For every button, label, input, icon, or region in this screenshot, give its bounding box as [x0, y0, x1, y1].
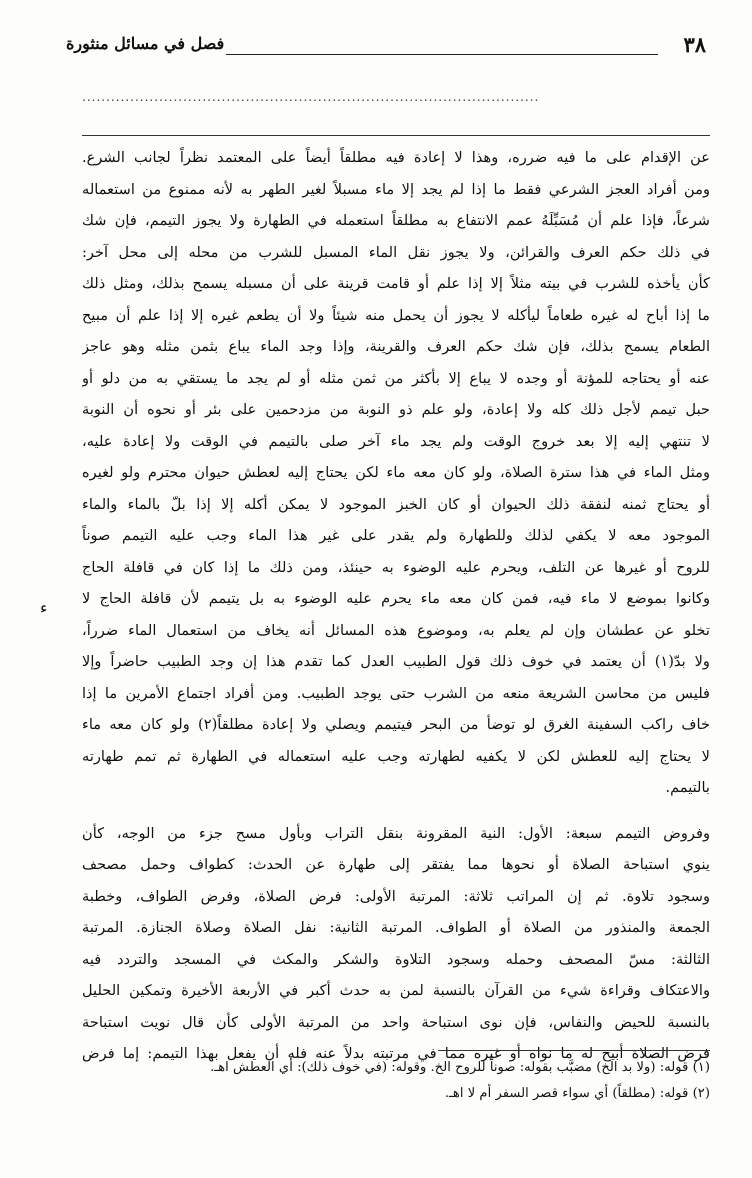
text-line: وسجود تلاوة. ثم إن المراتب ثلاثة: المرتبة الأولى: فرض الصلاة، وفرض الطواف، وخطبة	[82, 887, 710, 905]
text-line: خاف راكب السفينة الغرق لو توضأ من البحر فيتيمم ويصلي ولا إعادة مطلقاً(٢) ولو كان معه ماء	[82, 716, 710, 733]
page-number: ٣٨	[683, 32, 706, 57]
margin-mark: ء	[40, 598, 48, 617]
text-line: ولا بدّ(١) أن يعتمد في خوف ذلك قول الطبيب العدل كما تقدم هذا إن وجد الطبيب حاضراً وإلا	[82, 653, 710, 670]
dotted-separator: ...............................................................................................	[82, 90, 540, 102]
text-line: بالتيمم.	[665, 779, 710, 796]
text-line: تخلو عن عطشان وإن لم يعلم به، وموضوع هذه المسائل أنه يخاف من استعمال الماء ضرراً،	[82, 621, 710, 639]
page-header	[66, 32, 706, 66]
text-line: بالنسبة للحيض والنفاس، فإن نوى استباحة واحد من المرتبة الأولى كأن قال نويت استباحة	[82, 1013, 710, 1031]
text-line: أو يحتاج ثمنه لنفقة ذلك الحيوان أو كان الخبز الموجود لا يمكن أكله إلا إذا بلّ بالماء والماء	[82, 495, 710, 513]
text-line: ومثل الماء في هذا سترة الصلاة، ولو كان معه ماء لكن يحتاج إليه لعطش حيوان محترم ولو لغيره	[82, 464, 710, 481]
text-line: فرض الصلاة أبيح له ما نواه أو غيره مما في مرتبته بدلاً عنه فله أن يفعل بهذا التيمم: إما فرض	[82, 1045, 710, 1062]
footnote: (٢) قوله: (مطلقاً) أي سواء قصر السفر أم لا اهـ.	[444, 1086, 710, 1101]
running-title: فصل في مسائل منثورة	[66, 34, 225, 53]
text-line: ينوي استباحة الصلاة أو نحوها مما يفتقر إلى طهارة عن الحدث: كطواف وحمل مصحف	[82, 856, 710, 873]
top-rule	[82, 135, 710, 136]
text-line: حبل تيمم لأجل ذلك كله ولا إعادة، ولو علم ذو النوبة من مزدحمين على بئر أو نحوه أن النوبة	[82, 401, 710, 418]
text-line: الثالثة: مسّ المصحف وحمله وسجود التلاوة والشكر والمكث في المسجد والتردد فيه	[82, 950, 710, 968]
text-line: عن الإقدام على ما فيه ضرره، وهذا لا إعادة فيه مطلقاً أيضاً على المعتمد نظراً لجانب الشرع.	[82, 149, 710, 166]
text-line: فليس من محاسن الشريعة منعه من الشرب حتى يوجد الطبيب. ومن أفراد اجتماع الأمرين ما إذا	[82, 684, 710, 702]
text-line: والاعتكاف وقراءة شيء من القرآن بالنسبة لمن به حدث أكبر في الأربعة الأخيرة وتمكين الحليل	[82, 982, 710, 999]
text-line: لا يحتاج إليه للعطش لكن لا يكفيه لطهارته وجب عليه استعماله في الطهارة ثم تمم طهارته	[82, 747, 710, 765]
text-line: كأن يأخذه للشرب في بيته مثلاً إلا إذا علم أو قامت قرينة على أن مسبله يسمح بذلك، ومثل ذلك	[82, 275, 710, 292]
footnotes	[82, 1055, 710, 1107]
text-line: وكانوا بموضع لا ماء فيه، فمن كان معه ماء يحرم عليه الوضوء به بل يتيمم لأن قافلة الحاج لا	[82, 590, 710, 607]
text-line: وفروض التيمم سبعة: الأول: النية المقرونة بنقل التراب وبأول مسح جزء من الوجه، كأن	[82, 824, 710, 842]
text-line: في ذلك حكم العرف والقرائن، ولا يجوز نقل الماء المسبل للشرب من محله إلى محل آخر:	[82, 243, 710, 261]
text-line: الموجود معه لا يكفي لذلك وللطهارة ولم يقدر على غير هذا الماء وجب عليه التيمم صوناً	[82, 527, 710, 544]
text-line: ما إذا أباح له غيره طعاماً ليأكله لا يجوز أن يحمل منه شيئاً ولا أن يطعم غيره إلا إذا علم أن مبيح	[82, 306, 710, 324]
header-rule	[226, 54, 658, 55]
text-line: ومن أفراد العجز الشرعي فقط ما إذا لم يجد إلا ماء مسبلاً لغير الطهر به لأنه ممنوع من استعماله	[82, 180, 710, 198]
text-line: الجمعة والمنذور من الصلاة أو الطواف. المرتبة الثانية: نفل الصلاة وصلاة الجنازة. المرتبة	[82, 919, 710, 936]
text-line: الطعام يسمح بذلك، فإن شك حكم العرف والقرينة، وإذا وجد الماء يباع بثمن مثله وهو عاجز	[82, 338, 710, 355]
text-line: للروح أو غيرها عن التلف، ويحرم عليه الوضوء به حينئذ، ومن ذلك ما إذا كان في قافلة الحاج	[82, 558, 710, 576]
footnote-rule	[438, 1050, 710, 1051]
text-line: شرعاً، فإذا علم أن مُسَبِّلَهُ عمم الانتفاع به مطلقاً استعمله في الطهارة ولا يجوز التيمم، فإن شك	[82, 212, 710, 229]
footnote: (١) قوله: (ولا بد الخ) مضبَّب بقوله: صوناً للروح الخ. وقوله: (في خوف ذلك): أي العطش اهـ.	[210, 1060, 710, 1075]
text-line: عنه أو يحتاجه للمؤنة أو وجده لا يباع إلا بأكثر من ثمن مثله أو لم يجد ما يستقي به من دلو أو	[82, 369, 710, 387]
text-line: لا تنتهي إليه إلا بعد خروج الوقت ولم يجد ماء آخر صلى بالتيمم في الوقت ولا إعادة عليه،	[82, 432, 710, 450]
main-text	[82, 142, 710, 1070]
